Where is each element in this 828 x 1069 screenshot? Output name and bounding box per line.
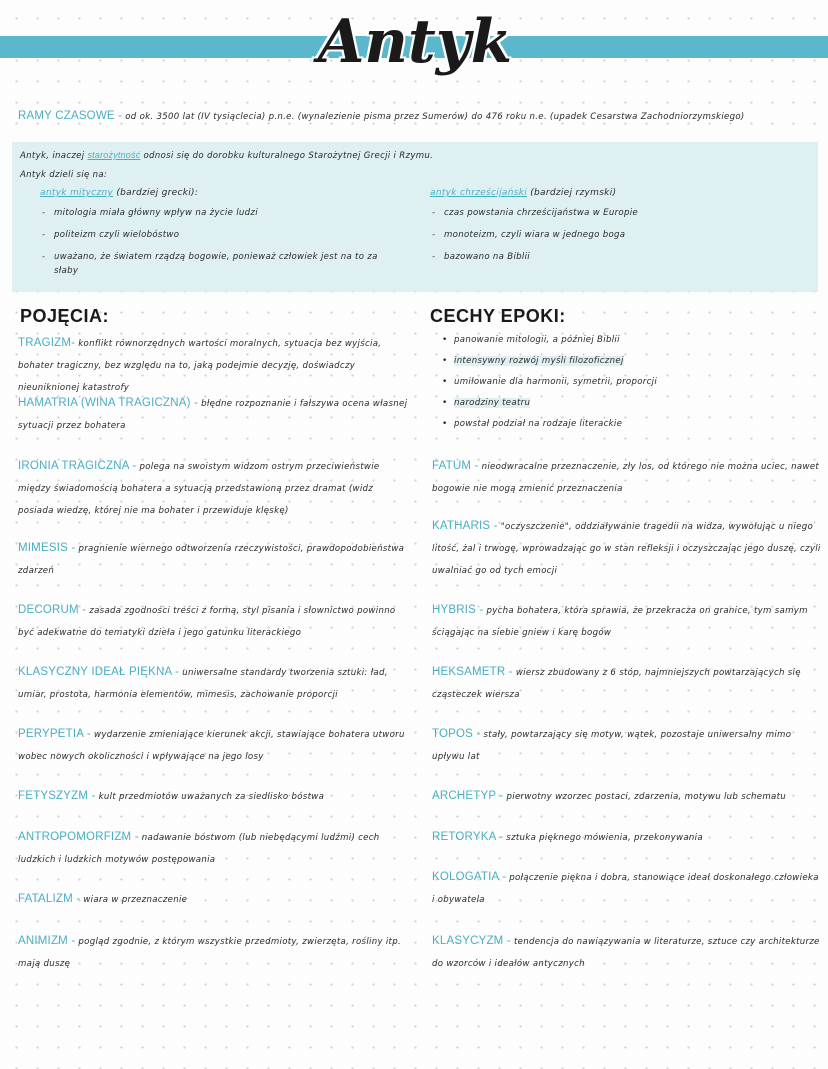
intro-line-1 [20, 150, 433, 161]
term-definition: konflikt równorzędnych wartości moralnych, sytuacja bez wyjścia, bohater tragiczny, bez względu na to, jaką podejmie decyzję, doświadczy nieuniknionej katastrofy [18, 339, 382, 393]
intro-text-a: Antyk, inaczej [20, 151, 85, 161]
term-label: DECORUM - [18, 604, 87, 616]
term-entry-retoryka [432, 826, 822, 849]
era-christian-note: (bardziej rzymski) [530, 188, 617, 198]
term-entry-decorum [18, 599, 408, 644]
features-list [440, 330, 810, 435]
feature-item: • powstał podział na rodzaje literackie [440, 414, 810, 435]
term-definition: zasada zgodności treści z formą, styl pisania i słownictwo powinno być adekwatne do tematyki dzieła i jego gatunku literackiego [18, 606, 396, 638]
feature-text: intensywny rozwój myśli filozoficznej [454, 356, 624, 366]
term-label: MIMESIS - [18, 542, 76, 554]
term-entry-hybris [432, 599, 822, 644]
era-christian [430, 188, 800, 264]
term-definition: "oczyszczenie", oddziaływanie tragedii na widza, wywołując u niego litość, żal i trwogę, wprowadzając go w stan refleksji i oczyszczając jego duszę, czyli uwalniać go od tych emocji [432, 522, 821, 576]
era-mythic-note: (bardziej grecki): [116, 188, 199, 198]
term-entry-heksametr [432, 661, 822, 706]
feature-item: • umiłowanie dla harmonii, symetrii, proporcji [440, 372, 810, 393]
term-definition: połączenie piękna i dobra, stanowiące ideał doskonałego człowieka i obywatela [432, 873, 819, 905]
features-heading: CECHY EPOKI: [430, 306, 566, 326]
term-label: FETYSZYZM - [18, 790, 96, 802]
intro-line-2: Antyk dzieli się na: [20, 170, 108, 180]
era-christian-item: - monoteizm, czyli wiara w jednego boga [430, 228, 800, 242]
term-entry-perypetia [18, 723, 408, 768]
term-entry-archetyp [432, 785, 822, 808]
ramy-term: RAMY CZASOWE - [18, 110, 123, 122]
term-label: HAMATRIA (WINA TRAGICZNA) - [18, 397, 199, 409]
term-entry-fatum [432, 455, 822, 500]
term-entry-kologatia [432, 866, 822, 911]
term-label: ANTROPOMORFIZM - [18, 831, 139, 843]
era-christian-item: - czas powstania chrześcijaństwa w Europie [430, 206, 800, 220]
term-definition: pierwotny wzorzec postaci, zdarzenia, motywu lub schematu [506, 792, 786, 802]
term-label: ARCHETYP - [432, 790, 504, 802]
term-definition: kult przedmiotów uważanych za siedlisko bóstwa [98, 792, 325, 802]
term-label: FATUM - [432, 460, 479, 472]
term-definition: sztuka pięknego mówienia, przekonywania [506, 833, 703, 843]
era-christian-name: antyk chrześcijański [430, 188, 528, 198]
term-label: KOLOGATIA - [432, 871, 507, 883]
era-mythic-item: - uważano, że światem rządzą bogowie, ponieważ człowiek jest na to za słaby [40, 250, 394, 278]
term-definition: pragnienie wiernego odtworzenia rzeczywistości, prawdopodobieństwa zdarzeń [18, 544, 405, 576]
term-entry-mimesis [18, 537, 408, 582]
term-entry-animizm [18, 930, 408, 975]
term-label: KLASYCYZM - [432, 935, 511, 947]
term-label: HEKSAMETR - [432, 666, 513, 678]
term-label: ANIMIZM - [18, 935, 76, 947]
term-label: TOPOS - [432, 728, 481, 740]
feature-item: • panowanie mitologii, a później Biblii [440, 330, 810, 351]
era-mythic-title [40, 188, 410, 198]
era-christian-item: - bazowano na Biblii [430, 250, 800, 264]
term-label: HYBRIS - [432, 604, 484, 616]
feature-item [440, 393, 810, 414]
term-entry-hamatria [18, 392, 408, 437]
term-definition: wiersz zbudowany z 6 stóp, najmniejszych powtarzających się cząsteczek wiersza [432, 668, 801, 700]
term-definition: błędne rozpoznanie i fałszywa ocena własnej sytuacji przez bohatera [18, 399, 408, 431]
term-entry-idea-piekna [18, 661, 408, 706]
term-definition: tendencja do nawiązywania w literaturze, sztuce czy architekturze do wzorców i ideałów antycznych [432, 937, 820, 969]
term-definition: nadawanie bóstwom (lub niebędącymi ludźmi) cech ludzkich i ludzkich motywów postępowania [18, 833, 380, 865]
term-entry-tragizm [18, 332, 408, 399]
era-mythic-item: - politeizm czyli wielobóstwo [40, 228, 410, 242]
term-entry-katharis [432, 515, 822, 582]
concepts-heading: POJĘCIA: [20, 306, 110, 326]
term-entry-klasycyzm [432, 930, 822, 975]
term-definition: wiara w przeznaczenie [83, 895, 188, 905]
era-mythic [40, 188, 410, 278]
term-label: IRONIA TRAGICZNA - [18, 460, 137, 472]
term-entry-fatalizm [18, 888, 408, 911]
term-entry-ironia [18, 455, 408, 522]
term-definition: wydarzenie zmieniające kierunek akcji, stawiające bohatera utworu wobec nowych okoliczności i wpływające na jego losy [18, 730, 405, 762]
feature-text: narodziny teatru [454, 398, 531, 408]
page-title: Antyk [317, 7, 513, 77]
era-christian-title [430, 188, 800, 198]
era-mythic-item: - mitologia miała główny wpływ na życie ludzi [40, 206, 410, 220]
term-label: RETORYKA - [432, 831, 504, 843]
term-label: FATALIZM - [18, 893, 81, 905]
term-definition: polega na swoistym widzom ostrym przeciwieństwie między świadomością bohatera a sytuacją przedstawioną przez dramat (widz posiada wiedzę, której nie ma bohater i przewiduje klęskę) [18, 462, 380, 516]
term-entry-fetyszyzm [18, 785, 408, 808]
term-definition: pycha bohatera, która sprawia, że przekracza on granice, tym samym ściągając na siebie gniew i karę bogów [432, 606, 808, 638]
term-definition: pogląd zgodnie, z którym wszystkie przedmioty, zwierzęta, rośliny itp. mają duszę [18, 937, 401, 969]
intro-highlight: starożytność [87, 150, 141, 160]
term-label: TRAGIZM- [18, 337, 76, 349]
era-mythic-name: antyk mityczny [40, 188, 114, 198]
term-entry-antropomorfizm [18, 826, 408, 871]
term-definition: uniwersalne standardy tworzenia sztuki: ład, umiar, prostota, harmonia elementów, mimesis, zachowanie proporcji [18, 668, 388, 700]
term-label: PERYPETIA - [18, 728, 91, 740]
ramy-text: od ok. 3500 lat (IV tysiąclecia) p.n.e. (wynalezienie pisma przez Sumerów) do 476 roku n.e. (upadek Cesarstwa Zachodniorzymskiego) [125, 112, 745, 122]
time-frame-line [18, 107, 818, 126]
intro-text-c: odnosi się do dorobku kulturalnego Starożytnej Grecji i Rzymu. [143, 151, 434, 161]
feature-item [440, 351, 810, 372]
term-definition: nieodwracalne przeznaczenie, zły los, od którego nie można uciec, nawet bogowie nie mogą zmienić przeznaczenia [432, 462, 820, 494]
term-definition: stały, powtarzający się motyw, wątek, pozostaje uniwersalny mimo upływu lat [432, 730, 792, 762]
term-label: KATHARIS - [432, 520, 498, 532]
term-entry-topos [432, 723, 822, 768]
term-label: KLASYCZNY IDEAŁ PIĘKNA - [18, 666, 180, 678]
